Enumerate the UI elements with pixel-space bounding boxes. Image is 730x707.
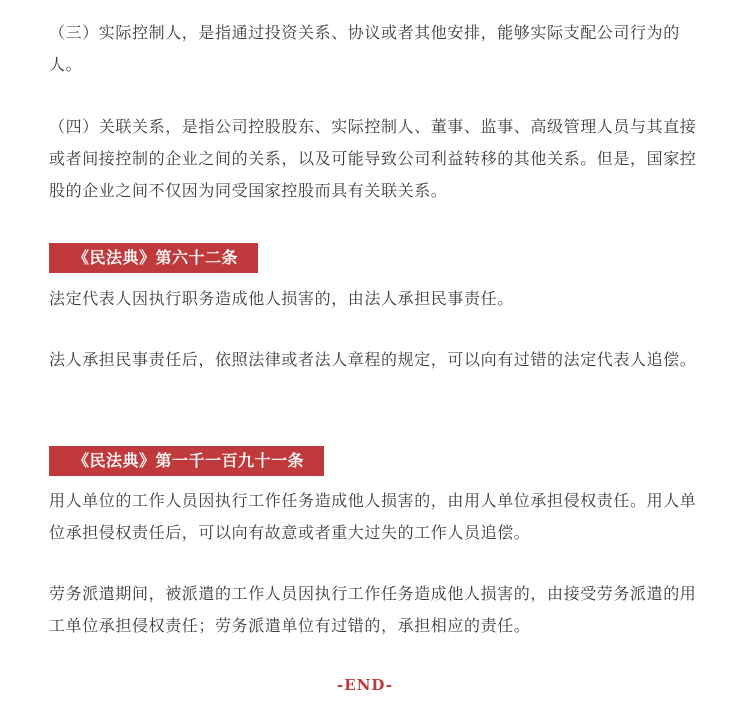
paragraph-labor-dispatch: 劳务派遣期间，被派遣的工作人员因执行工作任务造成他人损害的，由接受劳务派遣的用工单位承担侵权责任；劳务派遣单位有过错的，承担相应的责任。 xyxy=(49,584,697,635)
end-mark: -END- xyxy=(337,676,393,694)
paragraph-legal-rep-liability: 法定代表人因执行职务造成他人损害的，由法人承担民事责任。 xyxy=(49,289,514,308)
paragraph-related-party: （四）关联关系，是指公司控股股东、实际控制人、董事、监事、高级管理人员与其直接或者间接控制的企业之间的关系，以及可能导致公司利益转移的其他关系。但是，国家控股的企业之间不仅因为同受国家控股而具有关联关系。 xyxy=(49,117,697,200)
paragraph-employer-liability: 用人单位的工作人员因执行工作任务造成他人损害的，由用人单位承担侵权责任。用人单位承担侵权责任后，可以向有故意或者重大过失的工作人员追偿。 xyxy=(49,491,697,542)
paragraph-actual-controller: （三）实际控制人，是指通过投资关系、协议或者其他安排，能够实际支配公司行为的人。 xyxy=(49,23,680,74)
paragraph-legal-rep-recourse: 法人承担民事责任后，依照法律或者法人章程的规定，可以向有过错的法定代表人追偿。 xyxy=(49,350,697,369)
article-1191-heading: 《民法典》第一千一百九十一条 xyxy=(49,446,324,476)
article-62-heading: 《民法典》第六十二条 xyxy=(49,243,258,273)
